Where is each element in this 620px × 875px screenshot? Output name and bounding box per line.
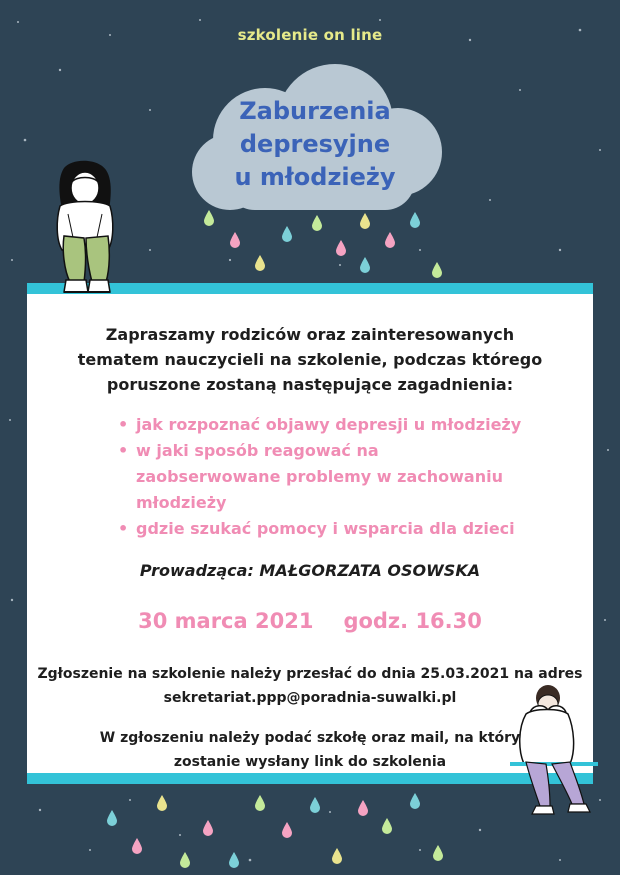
invitation-line: tematem nauczycieli na szkolenie, podczas którego <box>77 350 543 369</box>
raindrop-icon <box>180 852 190 868</box>
event-time: godz. 16.30 <box>343 609 482 633</box>
topic-line: jak rozpoznać objawy depresji u młodzieży <box>136 415 522 434</box>
invitation-line: poruszone zostaną następujące zagadnienia: <box>106 375 514 394</box>
raindrop-icon <box>107 810 117 826</box>
raindrop-icon <box>432 262 442 278</box>
topic-item <box>118 438 578 516</box>
topic-line: zaobserwowane problemy w zachowaniu <box>136 467 503 486</box>
invitation-text <box>27 322 593 397</box>
bullet-icon: • <box>118 415 129 434</box>
training-title <box>200 95 430 194</box>
registration-email: sekretariat.ppp@poradnia-suwalki.pl <box>163 690 457 706</box>
title-line: u młodzieży <box>234 163 396 191</box>
sad-girl-illustration <box>42 158 128 300</box>
title-line: Zaburzenia <box>239 97 391 125</box>
raindrop-icon <box>310 797 320 813</box>
raindrop-icon <box>132 838 142 854</box>
raindrop-icon <box>312 215 322 231</box>
note-line: zostanie wysłany link do szkolenia <box>173 754 447 770</box>
raindrop-icon <box>360 257 370 273</box>
registration-line: Zgłoszenie na szkolenie należy przesłać do dnia 25.03.2021 na adres <box>37 666 583 682</box>
bullet-icon: • <box>118 441 129 460</box>
topic-line: młodzieży <box>136 493 227 512</box>
raindrop-icon <box>336 240 346 256</box>
raindrop-icon <box>203 820 213 836</box>
raindrop-icon <box>282 822 292 838</box>
topic-list <box>118 412 578 542</box>
raindrop-icon <box>382 818 392 834</box>
topic-item <box>118 412 578 438</box>
raindrop-icon <box>157 795 167 811</box>
event-date: 30 marca 2021 <box>138 609 314 633</box>
sad-boy-illustration <box>500 678 600 818</box>
raindrop-icon <box>358 800 368 816</box>
raindrop-icon <box>229 852 239 868</box>
title-line: depresyjne <box>239 130 391 158</box>
raindrop-icon <box>204 210 214 226</box>
topic-line: w jaki sposób reagować na <box>136 441 379 460</box>
topic-line: gdzie szukać pomocy i wsparcia dla dzieci <box>136 519 515 538</box>
note-line: W zgłoszeniu należy podać szkołę oraz mail, na który <box>99 730 521 746</box>
raindrop-icon <box>332 848 342 864</box>
bullet-icon: • <box>118 519 129 538</box>
raindrop-icon <box>385 232 395 248</box>
event-type-label: szkolenie on line <box>237 26 383 44</box>
raindrop-icon <box>255 795 265 811</box>
raindrop-icon <box>230 232 240 248</box>
host-name: Prowadząca: MAŁGORZATA OSOWSKA <box>139 561 481 580</box>
raindrop-icon <box>410 793 420 809</box>
invitation-line: Zapraszamy rodziców oraz zainteresowanych <box>105 325 515 344</box>
raindrop-icon <box>410 212 420 228</box>
raindrop-icon <box>255 255 265 271</box>
raindrop-icon <box>433 845 443 861</box>
event-datetime <box>27 609 593 633</box>
topic-item <box>118 516 578 542</box>
raindrop-icon <box>360 213 370 229</box>
raindrop-icon <box>282 226 292 242</box>
